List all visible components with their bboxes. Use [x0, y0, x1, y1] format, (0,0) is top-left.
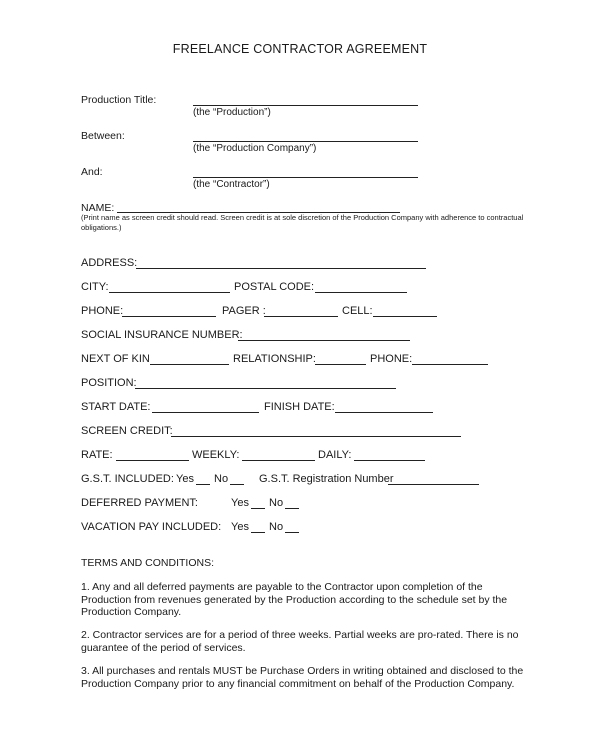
- deferred-yes-label: Yes: [231, 497, 249, 509]
- deferred-no-line[interactable]: [285, 508, 299, 509]
- and-label: And:: [81, 166, 103, 178]
- terms-item-3: 3. All purchases and rentals MUST be Purchase Orders in writing obtained and disclosed to the Production Company prior to any financial commitment on behalf of the Production Company.: [81, 665, 524, 690]
- gst-no-label: No: [214, 473, 229, 485]
- daily-line[interactable]: [354, 460, 425, 461]
- document-title: FREELANCE CONTRACTOR AGREEMENT: [172, 42, 428, 56]
- position-line[interactable]: [135, 388, 396, 389]
- weekly-line[interactable]: [242, 460, 315, 461]
- terms-item-2: 2. Contractor services are for a period of three weeks. Partial weeks are pro-rated. There is no guarantee of the period of services.: [81, 629, 519, 654]
- production-title-label: Production Title:: [81, 94, 157, 106]
- gst-yes-label: Yes: [176, 473, 194, 485]
- between-label: Between:: [81, 130, 125, 142]
- pager-label: PAGER :: [222, 305, 266, 317]
- vacation-yes-label: Yes: [231, 521, 249, 533]
- production-caption: (the “Production”): [193, 107, 271, 118]
- next-of-kin-label: NEXT OF KIN: [81, 353, 150, 365]
- start-date-label: START DATE:: [81, 401, 151, 413]
- postal-code-line[interactable]: [315, 292, 407, 293]
- gst-yes-line[interactable]: [196, 484, 210, 485]
- next-of-kin-line[interactable]: [150, 364, 229, 365]
- cell-label: CELL:: [342, 305, 373, 317]
- pager-line[interactable]: [264, 316, 338, 317]
- contractor-caption: (the “Contractor”): [193, 179, 270, 190]
- sin-label: SOCIAL INSURANCE NUMBER:: [81, 329, 243, 341]
- start-date-line[interactable]: [152, 412, 259, 413]
- city-line[interactable]: [109, 292, 230, 293]
- rate-label: RATE:: [81, 449, 113, 461]
- terms-item-1: 1. Any and all deferred payments are payable to the Contractor upon completion of the Production from revenues generated by the Production according to the schedule set by the Production Company.: [81, 581, 508, 618]
- deferred-no-label: No: [269, 497, 284, 509]
- relationship-label: RELATIONSHIP:: [233, 353, 316, 365]
- screen-credit-line[interactable]: [171, 436, 461, 437]
- contractor-line[interactable]: [193, 177, 418, 178]
- address-label: ADDRESS:: [81, 257, 138, 269]
- vacation-pay-label: VACATION PAY INCLUDED:: [81, 521, 222, 533]
- gst-no-line[interactable]: [230, 484, 244, 485]
- postal-code-label: POSTAL CODE:: [234, 281, 315, 293]
- terms-heading: TERMS AND CONDITIONS:: [81, 557, 215, 569]
- vacation-no-label: No: [269, 521, 284, 533]
- city-label: CITY:: [81, 281, 109, 293]
- cell-line[interactable]: [373, 316, 437, 317]
- phone2-label: PHONE:: [370, 353, 413, 365]
- production-title-line[interactable]: [193, 105, 418, 106]
- weekly-label: WEEKLY:: [192, 449, 240, 461]
- name-note: (Print name as screen credit should read. Screen credit is at sole discretion of the Production Company with adherence to contractual obligations.): [81, 213, 524, 232]
- deferred-payment-label: DEFERRED PAYMENT:: [81, 497, 198, 509]
- vacation-yes-line[interactable]: [251, 532, 265, 533]
- gst-registration-label: G.S.T. Registration Number: [259, 473, 394, 485]
- company-caption: (the “Production Company”): [193, 143, 317, 154]
- screen-credit-label: SCREEN CREDIT:: [81, 425, 173, 437]
- finish-date-label: FINISH DATE:: [264, 401, 335, 413]
- gst-included-label: G.S.T. INCLUDED:: [81, 473, 174, 485]
- rate-line[interactable]: [116, 460, 189, 461]
- name-label: NAME:: [81, 202, 115, 214]
- position-label: POSITION:: [81, 377, 137, 389]
- daily-label: DAILY:: [318, 449, 352, 461]
- gst-registration-line[interactable]: [388, 484, 479, 485]
- finish-date-line[interactable]: [335, 412, 433, 413]
- phone-label: PHONE:: [81, 305, 124, 317]
- phone-line[interactable]: [122, 316, 216, 317]
- address-line[interactable]: [136, 268, 426, 269]
- phone2-line[interactable]: [412, 364, 488, 365]
- production-company-line[interactable]: [193, 141, 418, 142]
- relationship-line[interactable]: [315, 364, 366, 365]
- vacation-no-line[interactable]: [285, 532, 299, 533]
- deferred-yes-line[interactable]: [251, 508, 265, 509]
- sin-line[interactable]: [238, 340, 410, 341]
